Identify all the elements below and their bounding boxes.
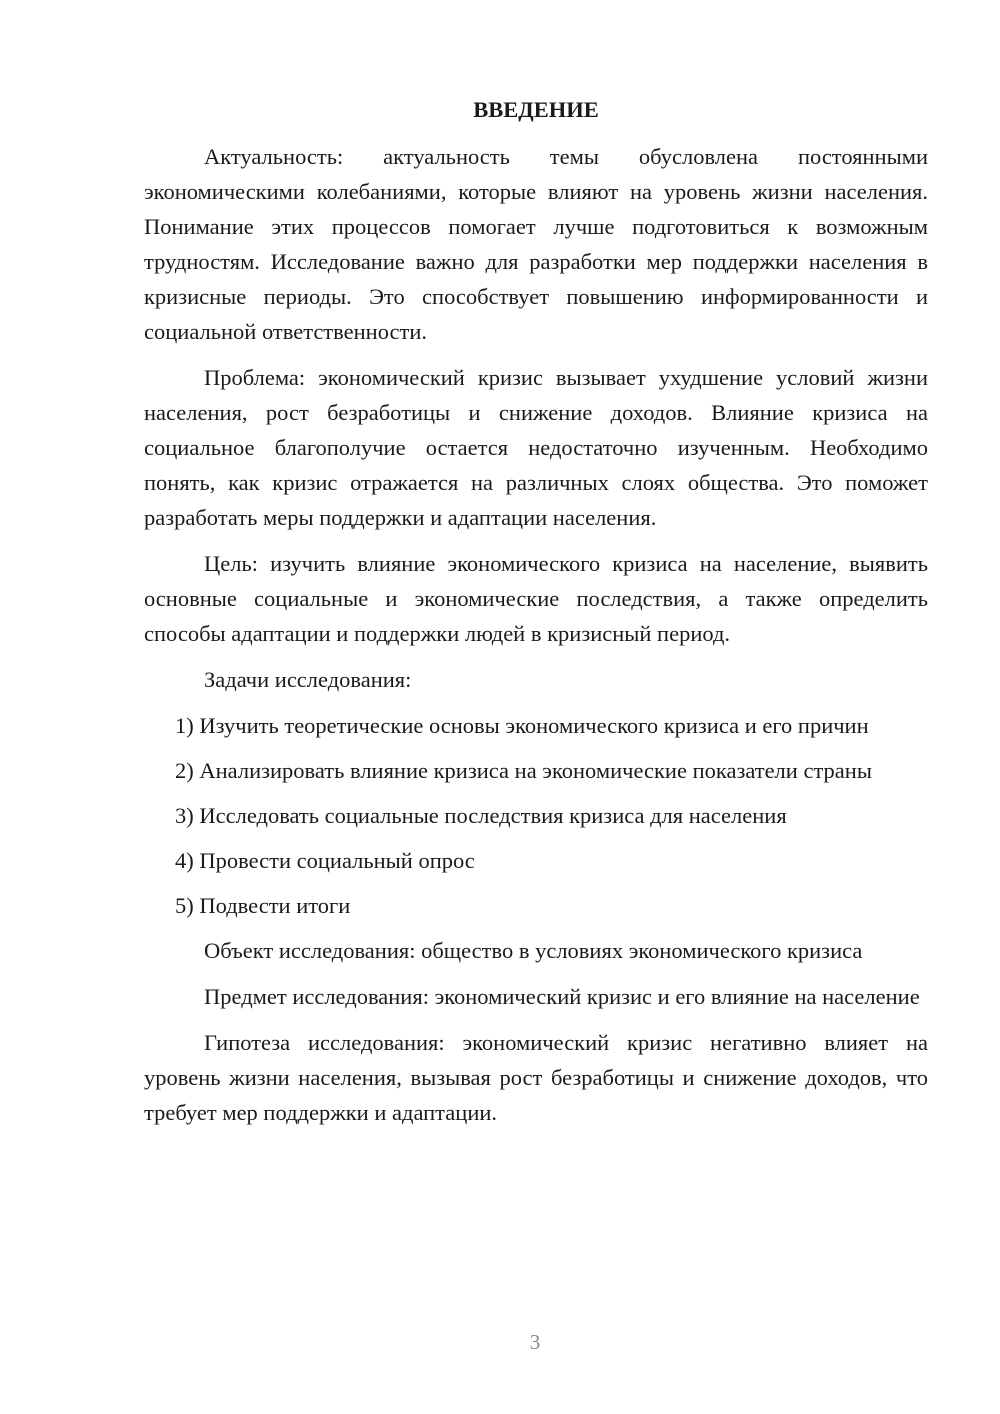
tasks-heading: Задачи исследования: [204, 667, 412, 692]
relevance-paragraph: Актуальность: актуальность темы обусловлена постоянными экономическими колебаниями, которые влияют на уровень жизни населения. Понимание этих процессов помогает лучше подготовиться к возможным трудностям. Исследование важно для разработки мер поддержки населения в кризисные периоды. Это способствует повышению информированности и социальной ответственности. [144, 144, 928, 344]
object-paragraph: Объект исследования: общество в условиях экономического кризиса [204, 938, 863, 963]
task-item: 3) Исследовать социальные последствия кризиса для населения [175, 803, 787, 828]
goal-paragraph: Цель: изучить влияние экономического кризиса на население, выявить основные социальные и экономические последствия, а также определить способы адаптации и поддержки людей в кризисный период. [144, 551, 928, 646]
hypothesis-paragraph: Гипотеза исследования: экономический кризис негативно влияет на уровень жизни населения, вызывая рост безработицы и снижение доходов, что требует мер поддержки и адаптации. [144, 1030, 928, 1125]
tasks-list [144, 708, 928, 923]
problem-paragraph: Проблема: экономический кризис вызывает ухудшение условий жизни населения, рост безработицы и снижение доходов. Влияние кризиса на социальное благополучие остается недостаточно изученным. Необходимо понять, как кризис отражается на различных слоях общества. Это поможет разработать меры поддержки и адаптации населения. [144, 365, 928, 530]
task-item: 1) Изучить теоретические основы экономического кризиса и его причин [175, 713, 869, 738]
page-number: 3 [529, 1330, 541, 1354]
task-item: 5) Подвести итоги [175, 893, 351, 918]
task-item: 2) Анализировать влияние кризиса на экономические показатели страны [175, 758, 872, 783]
section-title: ВВЕДЕНИЕ [473, 97, 599, 122]
document-page [144, 92, 928, 1141]
subject-paragraph: Предмет исследования: экономический кризис и его влияние на население [204, 984, 920, 1009]
task-item: 4) Провести социальный опрос [175, 848, 475, 873]
